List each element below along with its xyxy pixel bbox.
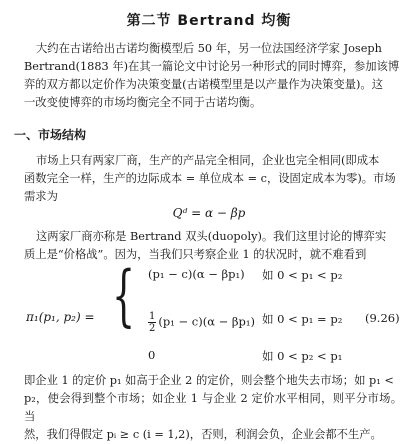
one-half-fraction	[148, 311, 156, 334]
conclusion-paragraph	[24, 372, 402, 444]
fraction-numerator: 1	[149, 311, 156, 322]
conclusion-line: 然，我们得假定 pᵢ ≥ c (i = 1,2)，否则，利润会负，企业会都不生产。	[24, 428, 382, 441]
case-condition: 如 0 < p₁ = p₂	[262, 312, 343, 326]
market-line: 需求为	[24, 190, 58, 203]
duopoly-paragraph	[24, 228, 402, 264]
market-line: 市场上只有两家厂商，生产的产品完全相同，企业也完全相同(即成本	[36, 154, 380, 167]
intro-line: 大约在古诺给出古诺均衡模型后 50 年，另一位法国经济学家 Joseph	[36, 42, 382, 55]
fraction-denominator: 2	[149, 323, 156, 334]
market-structure-heading: 一、市场结构	[14, 128, 87, 142]
intro-paragraph	[24, 40, 402, 112]
case-expression: (p₁ − c)(α − βp₁)	[148, 267, 245, 281]
duopoly-line: 质上是“价格战”。因为，当我们只考察企业 1 的状况时，就不难看到	[24, 248, 367, 261]
case-condition: 如 0 < p₁ < p₂	[262, 268, 343, 282]
case-expression: 0	[148, 348, 156, 362]
intro-line: 弈的双方都以定价作为决策变量(古诺模型里是以产量作为决策变量)。这	[24, 78, 384, 91]
cases-brace: {	[112, 257, 136, 334]
equation-number: (9.26)	[365, 311, 400, 325]
section-title: 第二节 Bertrand 均衡	[126, 13, 292, 29]
profit-function-lhs: π₁(p₁, p₂) =	[26, 310, 95, 324]
case-expression-body: (p₁ − c)(α − βp₁)	[158, 314, 256, 329]
conclusion-line: p₂，使会得到整个市场；如企业 1 与企业 2 定价水平相同，则平分市场。当	[24, 392, 402, 423]
demand-equation: Qᵈ = α − βp	[172, 206, 246, 220]
conclusion-line: 即企业 1 的定价 p₁ 如高于企业 2 的定价，则会整个地失去市场；如 p₁ <	[24, 374, 394, 387]
case-expression	[148, 311, 255, 334]
market-line: 函数完全一样，生产的边际成本 = 单位成本 = c，设固定成本为零)。市场	[24, 172, 396, 185]
intro-line: 一改变使博弈的市场均衡完全不同于古诺均衡。	[24, 96, 262, 109]
market-paragraph	[24, 152, 402, 206]
case-condition: 如 0 < p₂ < p₁	[262, 349, 343, 363]
duopoly-line: 这两家厂商亦称是 Bertrand 双头(duopoly)。我们这里讨论的博弈实	[36, 230, 387, 243]
intro-line: Bertrand(1883 年)在其一篇论文中讨论另一种形式的同时博弈，参加该博	[24, 60, 400, 73]
